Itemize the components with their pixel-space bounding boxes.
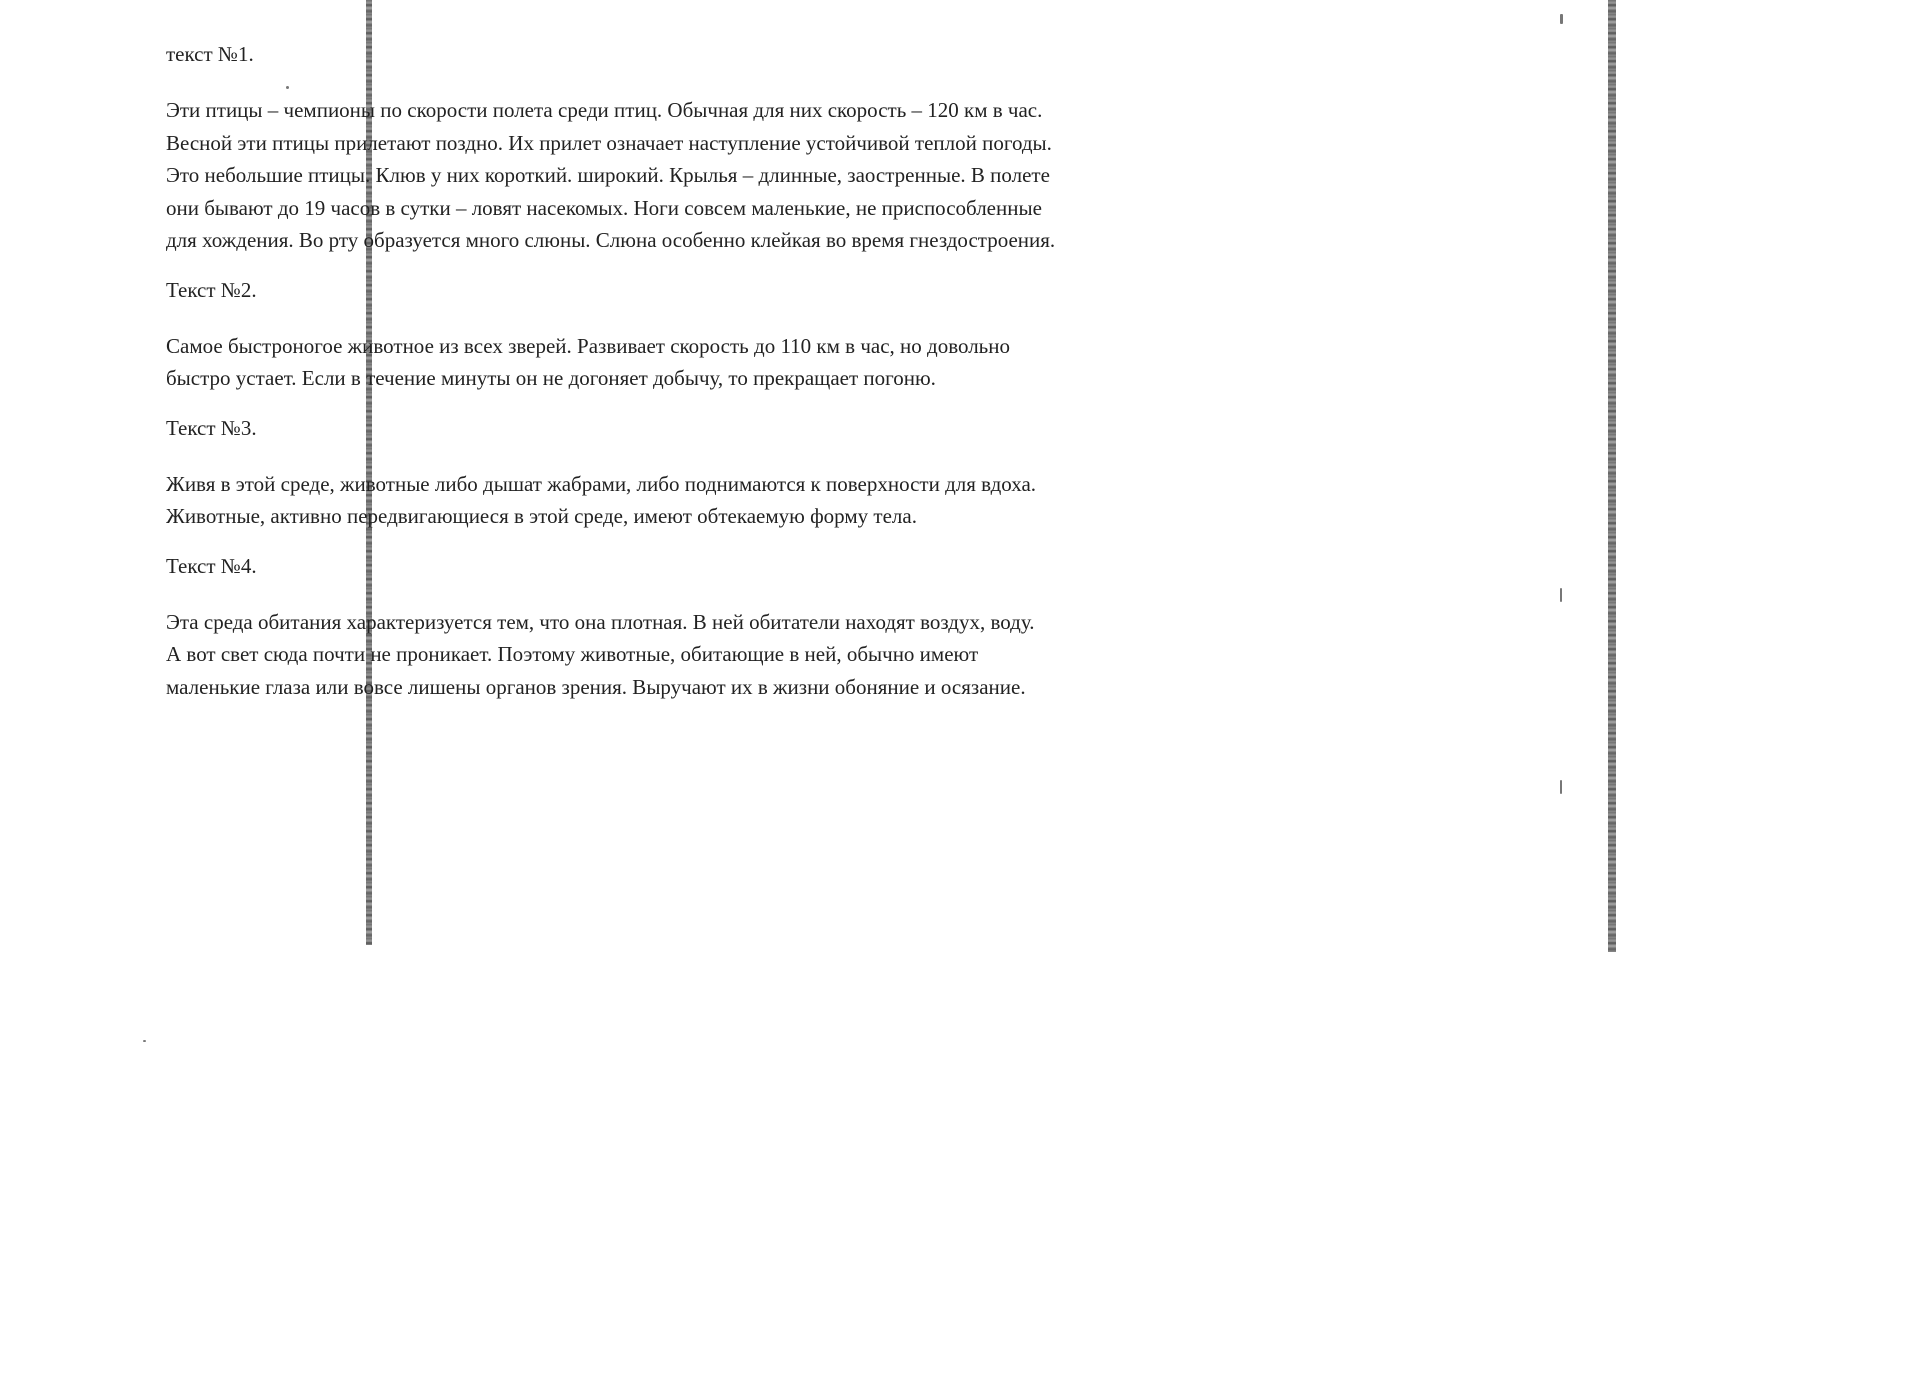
text-line: Самое быстроногое животное из всех зверей. Развивает скорость до 110 км в час, но довольно [166,333,1010,358]
section-heading: текст №1. [166,42,254,66]
text-line: Эта среда обитания характеризуется тем, что она плотная. В ней обитатели находят воздух, воду. [166,609,1035,634]
text-line: А вот свет сюда почти не проникает. Поэтому животные, обитающие в ней, обычно имеют [166,642,979,666]
section-heading: Текст №2. [166,277,257,302]
text-line: маленькие глаза или вовсе лишены органов зрения. Выручают их в жизни обоняние и осязание. [166,674,1026,699]
text-line: Живя в этой среде, животные либо дышат жабрами, либо поднимаются к поверхности для вдоха. [166,471,1037,496]
dust-speck [1560,14,1563,24]
document-text [166,38,1606,703]
text-line: Эти птицы – чемпионы по скорости полета среди птиц. Обычная для них скорость – 120 км в час. [166,98,1043,122]
section-heading: Текст №3. [166,415,257,440]
text-line: они бывают до 19 часов в сутки – ловят насекомых. Ноги совсем маленькие, не приспособленные [166,195,1042,220]
text-line: Весной эти птицы прилетают поздно. Их прилет означает наступление устойчивой теплой погоды. [166,130,1052,155]
dust-speck [143,1040,146,1042]
text-line: быстро устает. Если в течение минуты он не догоняет добычу, то прекращает погоню. [166,366,936,390]
text-section-4 [166,550,1606,704]
dust-speck [1560,780,1562,794]
text-section-2 [166,274,1606,412]
text-line: Это небольшие птицы. Клюв у них короткий. широкий. Крылья – длинные, заостренные. В полете [166,163,1050,187]
text-line: для хождения. Во рту образуется много слюны. Слюна особенно клейкая во время гнездостроения. [166,228,1056,252]
text-line: Животные, активно передвигающиеся в этой среде, имеют обтекаемую форму тела. [166,504,917,528]
section-heading: Текст №4. [166,553,257,578]
text-section-1 [166,38,1606,274]
text-section-3 [166,412,1606,550]
right-scan-edge [1608,0,1616,952]
